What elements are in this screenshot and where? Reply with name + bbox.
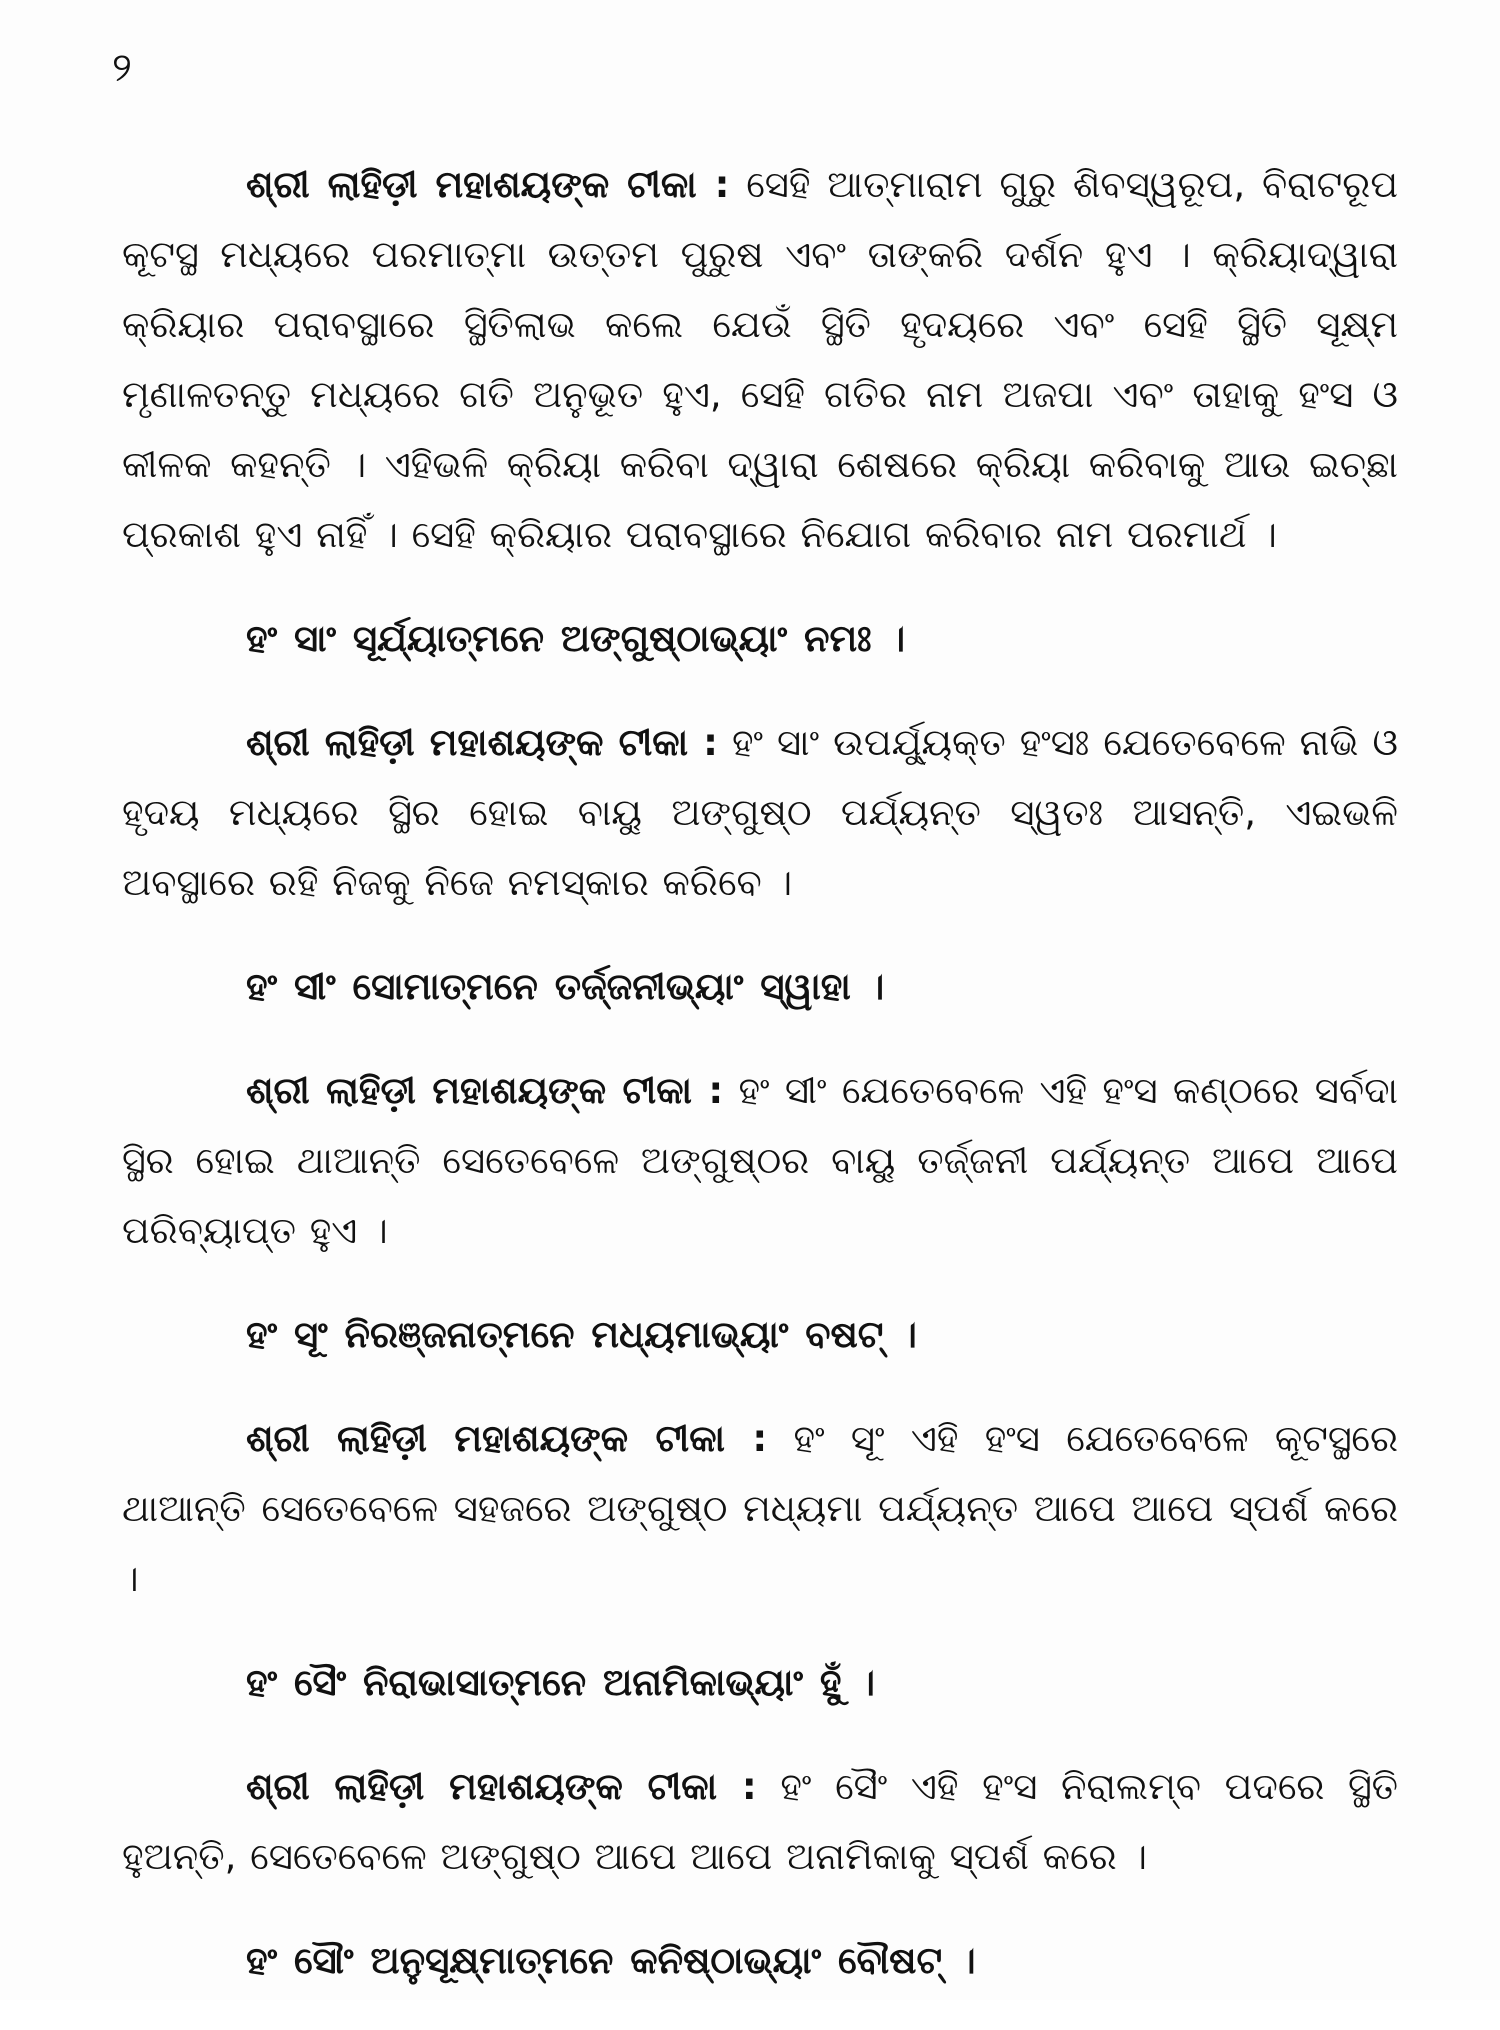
commentary-label: ଶ୍ରୀ ଲାହିଡ଼ୀ ମହାଶୟଙ୍କ ଟୀକା : xyxy=(246,1765,757,1808)
mantra-line: ହଂ ସାଂ ସୂର୍ଯ୍ୟାତ୍ମନେ ଅଙ୍ଗୁଷ୍ଠାଭ୍ୟାଂ ନମଃ । xyxy=(246,617,906,660)
commentary-label: ଶ୍ରୀ ଲାହିଡ଼ୀ ମହାଶୟଙ୍କ ଟୀକା : xyxy=(246,721,718,764)
page-number: ୨ xyxy=(112,45,132,91)
commentary-paragraph xyxy=(122,708,1398,918)
commentary-label: ଶ୍ରୀ ଲାହିଡ଼ୀ ମହାଶୟଙ୍କ ଟୀକା : xyxy=(246,1069,724,1112)
page-content xyxy=(122,150,1398,2030)
mantra-line: ହଂ ସୂଂ ନିରଞ୍ଜନାତ୍ମନେ ମଧ୍ୟମାଭ୍ୟାଂ ବଷଟ୍ । xyxy=(246,1313,917,1356)
commentary-text: ସେହି ଆତ୍ମାରାମ ଗୁରୁ ଶିବସ୍ୱରୂପ, ବିରାଟରୂପ କୂଟସ୍ଥ ମଧ୍ୟରେ ପରମାତ୍ମା ଉତ୍ତମ ପୁରୁଷ ଏବଂ ତାଙ୍କରି ଦର୍ଶନ ହୁଏ । କ୍ରିୟାଦ୍ୱାରା କ୍ରିୟାର ପରାବସ୍ଥାରେ ସ୍ଥିତିଲାଭ କଲେ ଯେଉଁ ସ୍ଥିତି ହୃଦୟରେ ଏବଂ ସେହି ସ୍ଥିତି ସୂକ୍ଷ୍ମ ମୃଣାଳତନ୍ତୁ ମଧ୍ୟରେ ଗତି ଅନୁଭୂତ ହୁଏ, ସେହି ଗତିର ନାମ ଅଜପା ଏବଂ ତାହାକୁ ହଂସ ଓ କୀଳକ କହନ୍ତି । ଏହିଭଳି କ୍ରିୟା କରିବା ଦ୍ୱାରା ଶେଷରେ କ୍ରିୟା କରିବାକୁ ଆଉ ଇଚ୍ଛା ପ୍ରକାଶ ହୁଏ ନାହିଁ । ସେହି କ୍ରିୟାର ପରାବସ୍ଥାରେ ନିଯୋଗ କରିବାର ନାମ ପରମାର୍ଥ । xyxy=(122,163,1398,556)
mantra-line: ହଂ ସୀଂ ସୋମାତ୍ମନେ ତର୍ଜ୍ଜନୀଭ୍ୟାଂ ସ୍ୱାହା । xyxy=(246,965,885,1008)
commentary-text: ହଂ ସୈଂ ଏହି ହଂସ ନିରାଲମ୍ବ ପଦରେ ସ୍ଥିତି ହୁଅନ୍ତି, ସେତେବେଳେ ଅଙ୍ଗୁଷ୍ଠ ଆପେ ଆପେ ଅନାମିକାକୁ ସ୍ପର୍ଶ କରେ । xyxy=(122,1765,1399,1878)
commentary-paragraph xyxy=(122,1752,1398,1892)
mantra-line: ହଂ ସୈଂ ନିରାଭାସାତ୍ମନେ ଅନାମିକାଭ୍ୟାଂ ହୁଁ । xyxy=(246,1661,875,1704)
commentary-text: ହଂ ସୀଂ ଯେତେବେଳେ ଏହି ହଂସ କଣ୍ଠରେ ସର୍ବଦା ସ୍ଥିର ହୋଇ ଥାଆନ୍ତି ସେତେବେଳେ ଅଙ୍ଗୁଷ୍ଠର ବାୟୁ ତର୍ଜ୍ଜନୀ ପର୍ଯ୍ୟନ୍ତ ଆପେ ଆପେ ପରିବ୍ୟାପ୍ତ ହୁଏ । xyxy=(122,1069,1398,1252)
commentary-text: ହଂ ସୂଂ ଏହି ହଂସ ଯେତେବେଳେ କୂଟସ୍ଥରେ ଥାଆନ୍ତି ସେତେବେଳେ ସହଜରେ ଅଙ୍ଗୁଷ୍ଠ ମଧ୍ୟମା ପର୍ଯ୍ୟନ୍ତ ଆପେ ଆପେ ସ୍ପର୍ଶ କରେ । xyxy=(122,1417,1398,1600)
commentary-text: ହଂ ସାଂ ଉପର୍ଯ୍ୟୁକ୍ତ ହଂସଃ ଯେତେବେଳେ ନାଭି ଓ ହୃଦୟ ମଧ୍ୟରେ ସ୍ଥିର ହୋଇ ବାୟୁ ଅଙ୍ଗୁଷ୍ଠ ପର୍ଯ୍ୟନ୍ତ ସ୍ୱତଃ ଆସନ୍ତି, ଏଇଭଳି ଅବସ୍ଥାରେ ରହି ନିଜକୁ ନିଜେ ନମସ୍କାର କରିବେ । xyxy=(122,721,1399,904)
commentary-paragraph xyxy=(122,1404,1398,1614)
commentary-label: ଶ୍ରୀ ଲାହିଡ଼ୀ ମହାଶୟଙ୍କ ଟୀକା : xyxy=(246,1417,768,1460)
commentary-paragraph xyxy=(122,150,1398,570)
commentary-label: ଶ୍ରୀ ଲାହିଡ଼ୀ ମହାଶୟଙ୍କ ଟୀକା : xyxy=(246,163,730,206)
commentary-paragraph xyxy=(122,1056,1398,1266)
mantra-line: ହଂ ସୌଂ ଅନୁସୂକ୍ଷ୍ମାତ୍ମନେ କନିଷ୍ଠାଭ୍ୟାଂ ବୌଷଟ୍ । xyxy=(246,1939,976,1982)
